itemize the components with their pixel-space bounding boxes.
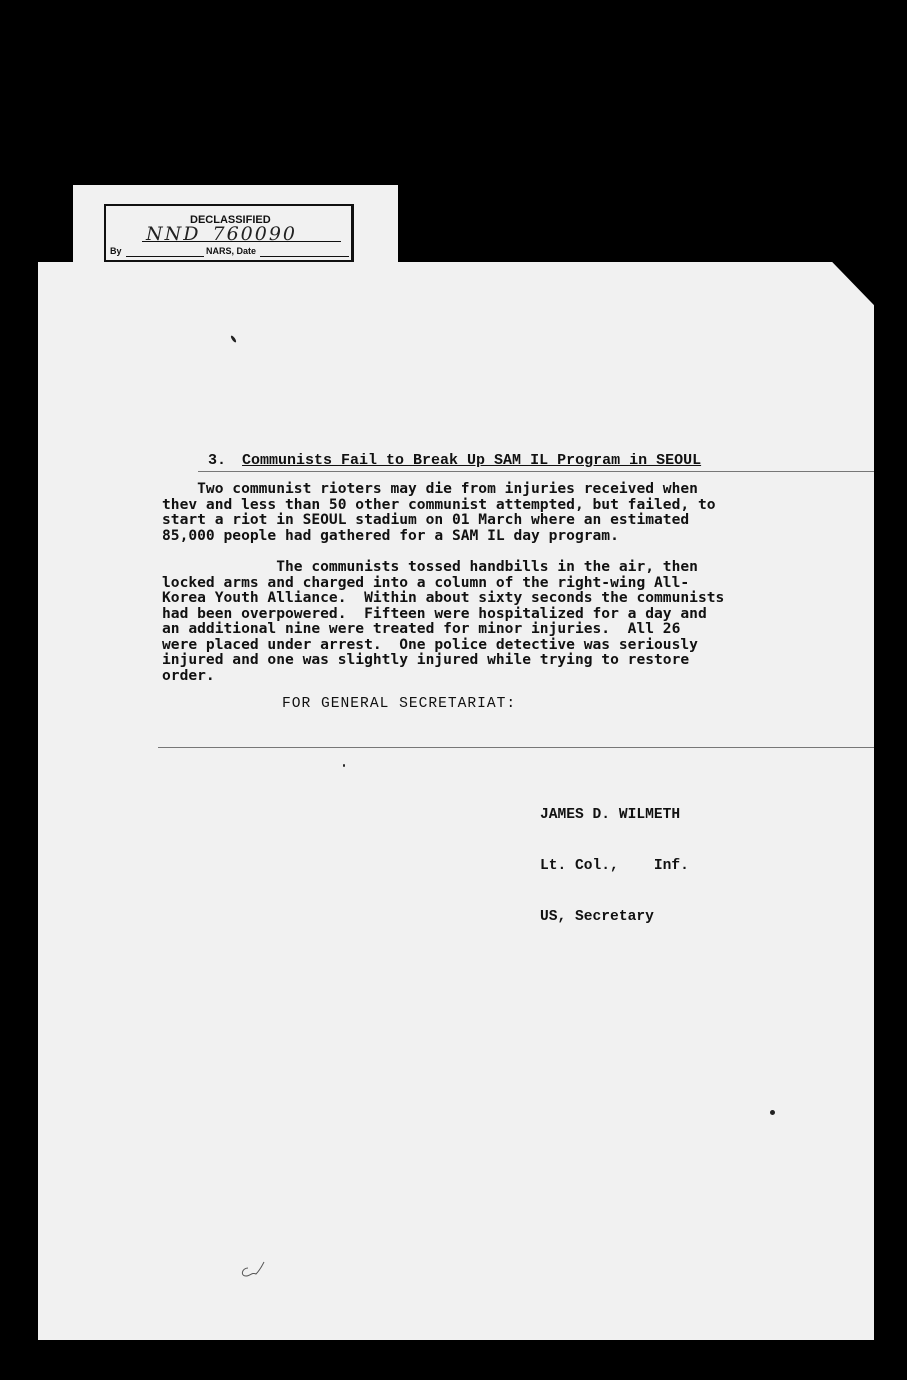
ink-speck — [770, 1110, 775, 1115]
by-label: By — [110, 246, 122, 256]
fold-line — [198, 471, 874, 472]
closing-line: FOR GENERAL SECRETARIAT: — [282, 696, 517, 712]
paragraph-2: The communists tossed handbills in the air, then locked arms and charged into a column of the right-wing All- Korea Youth Alliance. Within about sixty seconds the communists had been overpowered. Fifteen were hospitalized for a day and an additional nine were treated for minor injuries. All 26 were placed under arrest. One police detective was seriously injured and one was slightly injured while trying to restore order. — [162, 558, 725, 684]
pencil-mark — [238, 1260, 268, 1282]
authority-number: 760090 — [212, 223, 298, 245]
signer-name: JAMES D. WILMETH — [540, 807, 681, 823]
nars-date-label: NARS, Date — [206, 246, 257, 256]
section-heading — [208, 452, 701, 469]
authority-prefix: NND — [146, 223, 201, 245]
section-number: 3. — [208, 452, 227, 469]
stamp-rule — [260, 256, 349, 257]
document-page — [38, 262, 874, 1340]
declassified-label: DECLASSIFIED — [190, 214, 271, 226]
signer-title: US, Secretary — [540, 909, 654, 925]
fold-line — [158, 747, 874, 748]
signature-block — [540, 773, 689, 943]
paragraph-1: Two communist rioters may die from injuries received when thev and less than 50 other communist attempted, but failed, to start a riot in SEOUL stadium on 01 March where an estimated 85,000 people had gathered for a SAM IL day program. — [162, 480, 716, 544]
ink-speck — [343, 764, 345, 767]
stamp-rule — [126, 256, 204, 257]
stamp-rule — [142, 241, 341, 242]
section-title: Communists Fail to Break Up SAM IL Program in SEOUL — [242, 452, 702, 469]
signer-rank: Lt. Col., Inf. — [540, 858, 689, 874]
declassification-stamp — [104, 204, 354, 262]
